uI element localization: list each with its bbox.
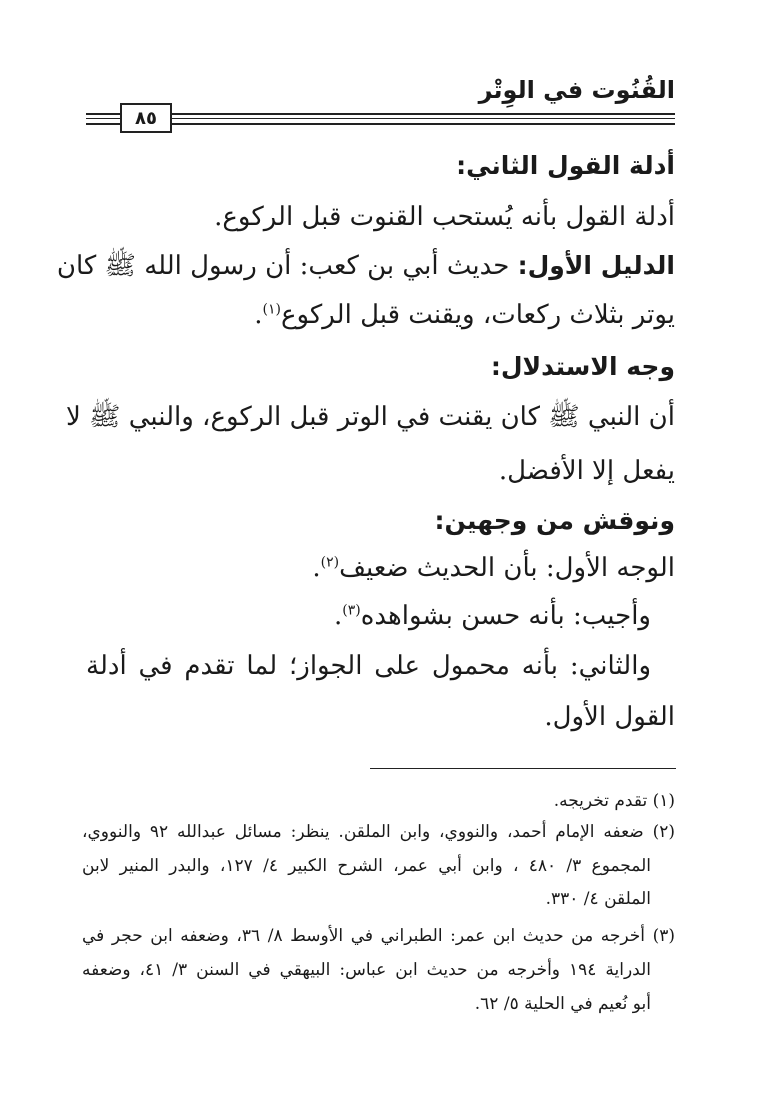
footnote: (٢) ضعفه الإمام أحمد، والنووي، وابن الملقن. ينظر: مسائل عبدالله ٩٢ والنووي، [82,822,675,842]
footnote: (٣) أخرجه من حديث ابن عمر: الطبراني في الأوسط ٨/ ٣٦، وضعفه ابن حجر في [82,926,675,946]
page-number: ٨٥ [120,103,172,133]
footnote: أبو نُعيم في الحلية ٥/ ٦٢. [474,994,651,1014]
paragraph-line [312,555,675,581]
paragraph-line: القول الأول. [544,702,675,732]
paragraph-line [334,603,651,629]
reply-text: وأجيب: بأنه حسن بشواهده [360,601,651,631]
objection-text: الوجه الأول: بأن الحديث ضعيف [339,553,675,583]
punctuation: . [312,553,321,583]
header-rule [86,123,675,125]
footnote-ref: (١) [262,301,281,318]
header-rule [86,118,675,119]
paragraph-line: يفعل إلا الأفضل. [498,456,675,486]
paragraph-line [56,251,675,281]
section-heading: وجه الاستدلال: [490,352,675,381]
punctuation: . [334,601,343,631]
footnote-ref: (٢) [320,554,340,571]
punctuation: . [254,300,263,330]
evidence-label: الدليل الأول: [517,251,675,280]
running-title: القُنُوت في الوِتْر [478,76,675,104]
evidence-text: يوتر بثلاث ركعات، ويقنت قبل الركوع [280,300,675,330]
header-rule [86,113,675,115]
footnote-ref: (٣) [342,602,361,619]
footnote: الدراية ١٩٤ وأخرجه من حديث ابن عباس: البيهقي في السنن ٣/ ٤١، وضعفه [82,960,652,980]
evidence-text: حديث أبي بن كعب: أن رسول الله ﷺ كان [56,251,510,281]
paragraph-line [254,302,675,328]
footnote: (١) تقدم تخريجه. [553,791,675,811]
paragraph-line: أن النبي ﷺ كان يقنت في الوتر قبل الركوع، والنبي ﷺ لا [65,402,675,432]
section-heading: أدلة القول الثاني: [456,151,675,180]
section-heading: ونوقش من وجهين: [434,506,675,535]
footnote-separator [370,768,676,769]
paragraph-line: والثاني: بأنه محمول على الجواز؛ لما تقدم في أدلة [86,651,651,681]
footnote: الملقن ٤/ ٣٣٠. [545,889,651,909]
footnote: المجموع ٣/ ٤٨٠ ، وابن أبي عمر، الشرح الكبير ٤/ ١٢٧، والبدر المنير لابن [82,856,652,876]
paragraph-line: أدلة القول بأنه يُستحب القنوت قبل الركوع. [214,202,675,232]
